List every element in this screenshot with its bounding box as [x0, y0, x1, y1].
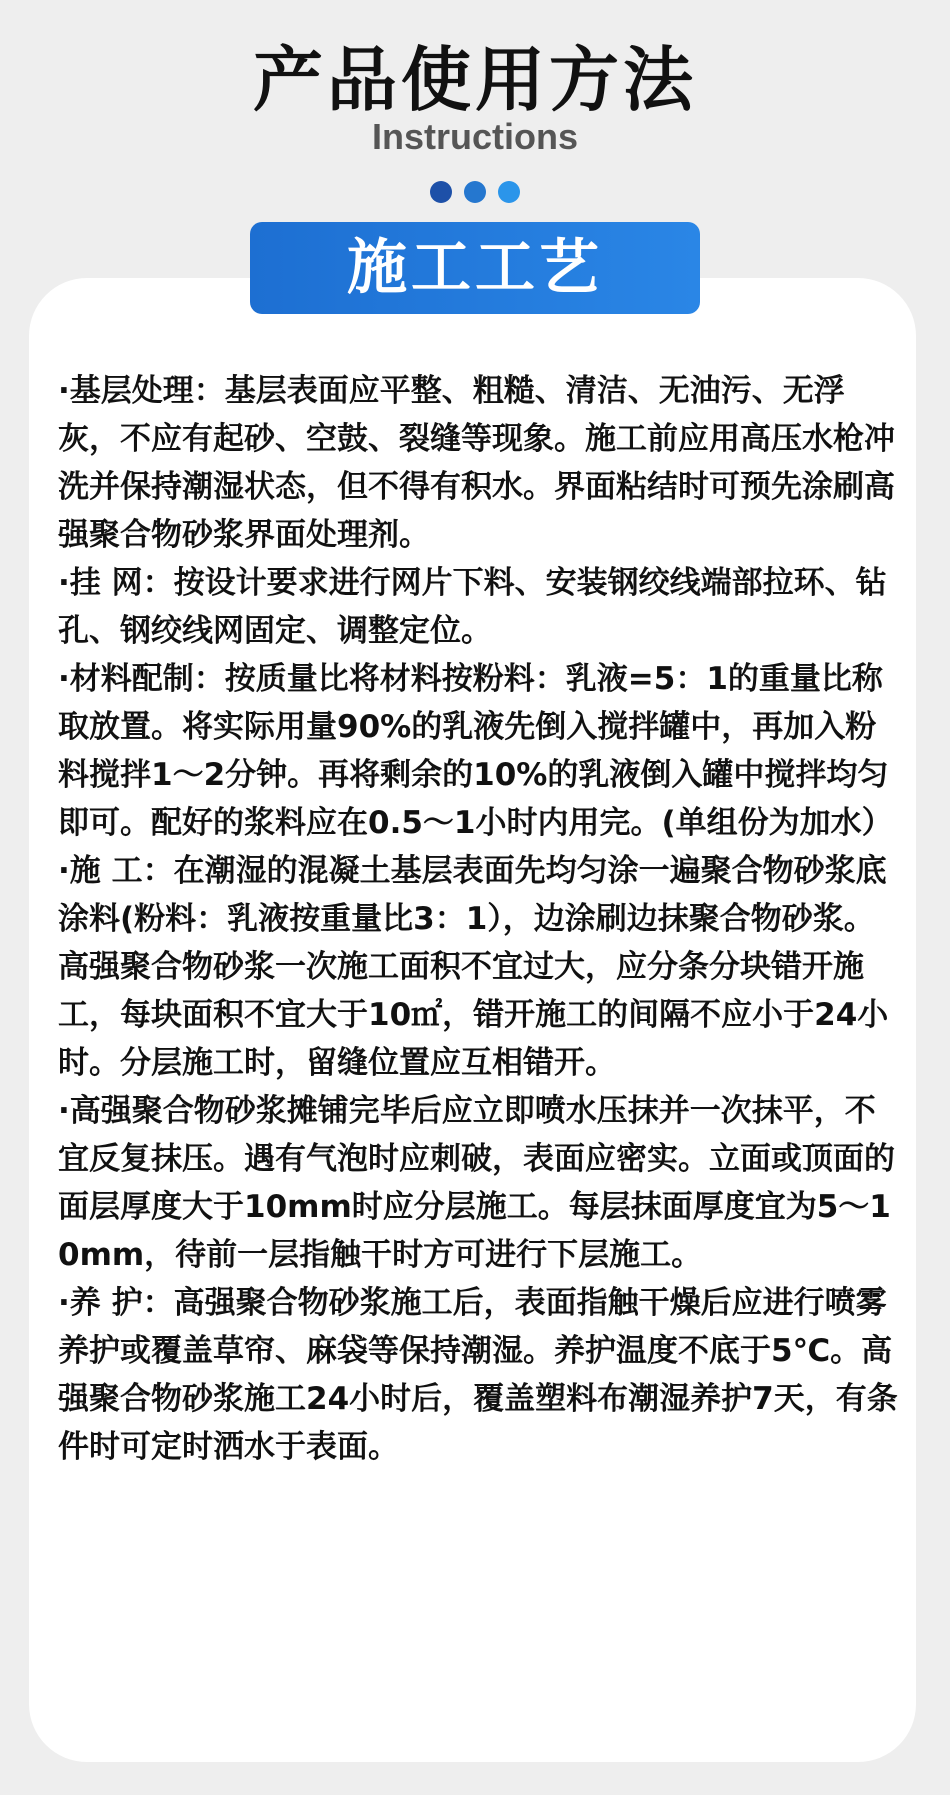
- dot-icon: [498, 181, 520, 203]
- instruction-paragraph: ·养 护：高强聚合物砂浆施工后，表面指触干燥后应进行喷雾养护或覆盖草帘、麻袋等保持潮湿。养护温度不底于5℃。高强聚合物砂浆施工24小时后，覆盖塑料布潮湿养护7天，有条件时可定时洒水于表面。: [58, 1285, 898, 1465]
- instruction-paragraph: ·挂 网：按设计要求进行网片下料、安装钢绞线端部拉环、钻孔、钢绞线网固定、调整定位。: [58, 565, 887, 649]
- instruction-paragraph: ·基层处理：基层表面应平整、粗糙、清洁、无油污、无浮灰，不应有起砂、空鼓、裂缝等现象。施工前应用高压水枪冲洗并保持潮湿状态，但不得有积水。界面粘结时可预先涂刷高强聚合物砂浆界面处理剂。: [58, 373, 895, 553]
- decorative-dots: [0, 181, 950, 203]
- page-subtitle: Instructions: [371, 116, 578, 157]
- dot-icon: [464, 181, 486, 203]
- instructions-text: [58, 367, 904, 1471]
- section-banner: 施工工艺: [250, 222, 700, 314]
- dot-icon: [430, 181, 452, 203]
- instruction-paragraph: ·施 工：在潮湿的混凝土基层表面先均匀涂一遍聚合物砂浆底涂料(粉料：乳液按重量比3：1），边涂刷边抹聚合物砂浆。高强聚合物砂浆一次施工面积不宜过大，应分条分块错开施工，每块面积不宜大于10㎡，错开施工的间隔不应小于24小时。分层施工时，留缝位置应互相错开。: [58, 853, 889, 1081]
- page-title: 产品使用方法: [253, 39, 697, 121]
- instruction-paragraph: ·材料配制：按质量比将材料按粉料：乳液=5：1的重量比称取放置。将实际用量90%的乳液先倒入搅拌罐中，再加入粉料搅拌1～2分钟。再将剩余的10%的乳液倒入罐中搅拌均匀即可。配好的浆料应在0.5～1小时内用完。(单组份为加水）: [58, 661, 893, 841]
- instruction-paragraph: ·高强聚合物砂浆摊铺完毕后应立即喷水压抹并一次抹平，不宜反复抹压。遇有气泡时应刺破，表面应密实。立面或顶面的面层厚度大于10mm时应分层施工。每层抹面厚度宜为5～10mm，待前一层指触干时方可进行下层施工。: [58, 1093, 895, 1273]
